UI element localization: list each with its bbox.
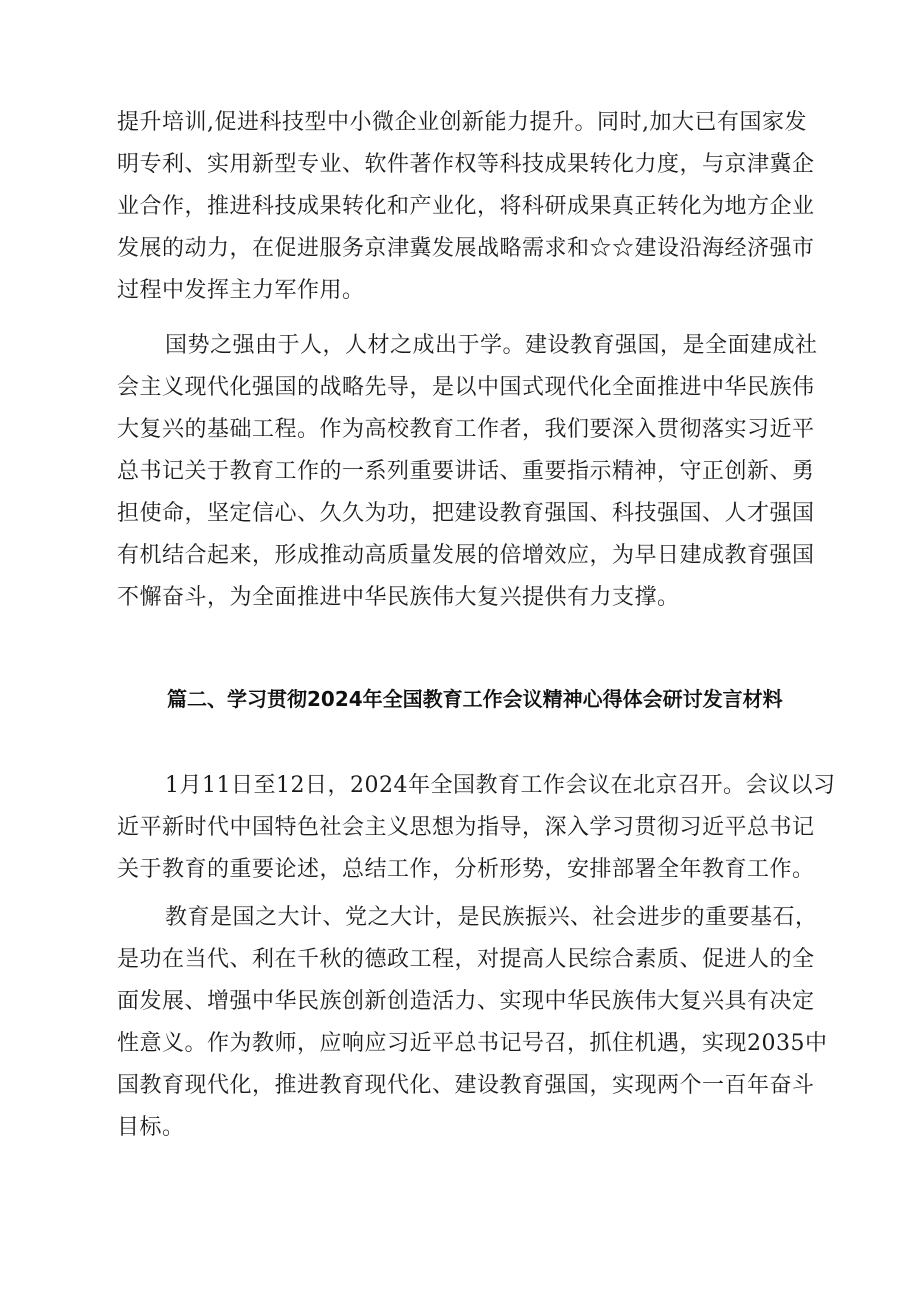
paragraph-1-line-1: 提升培训,促进科技型中小微企业创新能力提升。同时,加大已有国家发 [117,110,807,135]
paragraph-1-line-3: 业合作，推进科技成果转化和产业化，将科研成果真正转化为地方企业 [117,194,815,219]
paragraph-3-line-1: 1月11日至12日，2024年全国教育工作会议在北京召开。会议以习 [165,773,836,798]
paragraph-1-line-2: 明专利、实用新型专业、软件著作权等科技成果转化力度，与京津冀企 [117,152,815,177]
paragraph-3-line-3: 关于教育的重要论述，总结工作，分析形势，安排部署全年教育工作。 [117,857,815,882]
paragraph-3-line-2: 近平新时代中国特色社会主义思想为指导，深入学习贯彻习近平总书记 [117,815,815,840]
paragraph-4-line-4: 性意义。作为教师，应响应习近平总书记号召，抓住机遇，实现2035中 [117,1031,828,1056]
paragraph-2-line-7: 不懈奋斗，为全面推进中华民族伟大复兴提供有力支撑。 [117,585,680,610]
paragraph-1-line-5: 过程中发挥主力军作用。 [117,278,365,303]
section-heading: 篇二、学习贯彻2024年全国教育工作会议精神心得体会研讨发言材料 [167,687,783,711]
paragraph-2-line-3: 大复兴的基础工程。作为高校教育工作者，我们要深入贯彻落实习近平 [117,417,815,442]
paragraph-4-line-1: 教育是国之大计、党之大计，是民族振兴、社会进步的重要基石， [165,905,818,930]
paragraph-2-line-2: 会主义现代化强国的战略先导，是以中国式现代化全面推进中华民族伟 [117,375,815,400]
paragraph-4-line-2: 是功在当代、利在千秋的德政工程，对提高人民综合素质、促进人的全 [117,947,815,972]
paragraph-2-line-4: 总书记关于教育工作的一系列重要讲话、重要指示精神，守正创新、勇 [117,459,815,484]
paragraph-4-line-3: 面发展、增强中华民族创新创造活力、实现中华民族伟大复兴具有决定 [117,989,815,1014]
paragraph-4-line-6: 目标。 [117,1115,185,1140]
paragraph-2-line-6: 有机结合起来，形成推动高质量发展的倍增效应，为早日建成教育强国 [117,543,815,568]
paragraph-2-line-5: 担使命，坚定信心、久久为功，把建设教育强国、科技强国、人才强国 [117,501,815,526]
paragraph-1-line-4: 发展的动力，在促进服务京津冀发展战略需求和☆☆建设沿海经济强市 [117,236,815,261]
paragraph-4-line-5: 国教育现代化，推进教育现代化、建设教育强国，实现两个一百年奋斗 [117,1073,815,1098]
paragraph-2-line-1: 国势之强由于人，人材之成出于学。建设教育强国，是全面建成社 [165,333,818,358]
